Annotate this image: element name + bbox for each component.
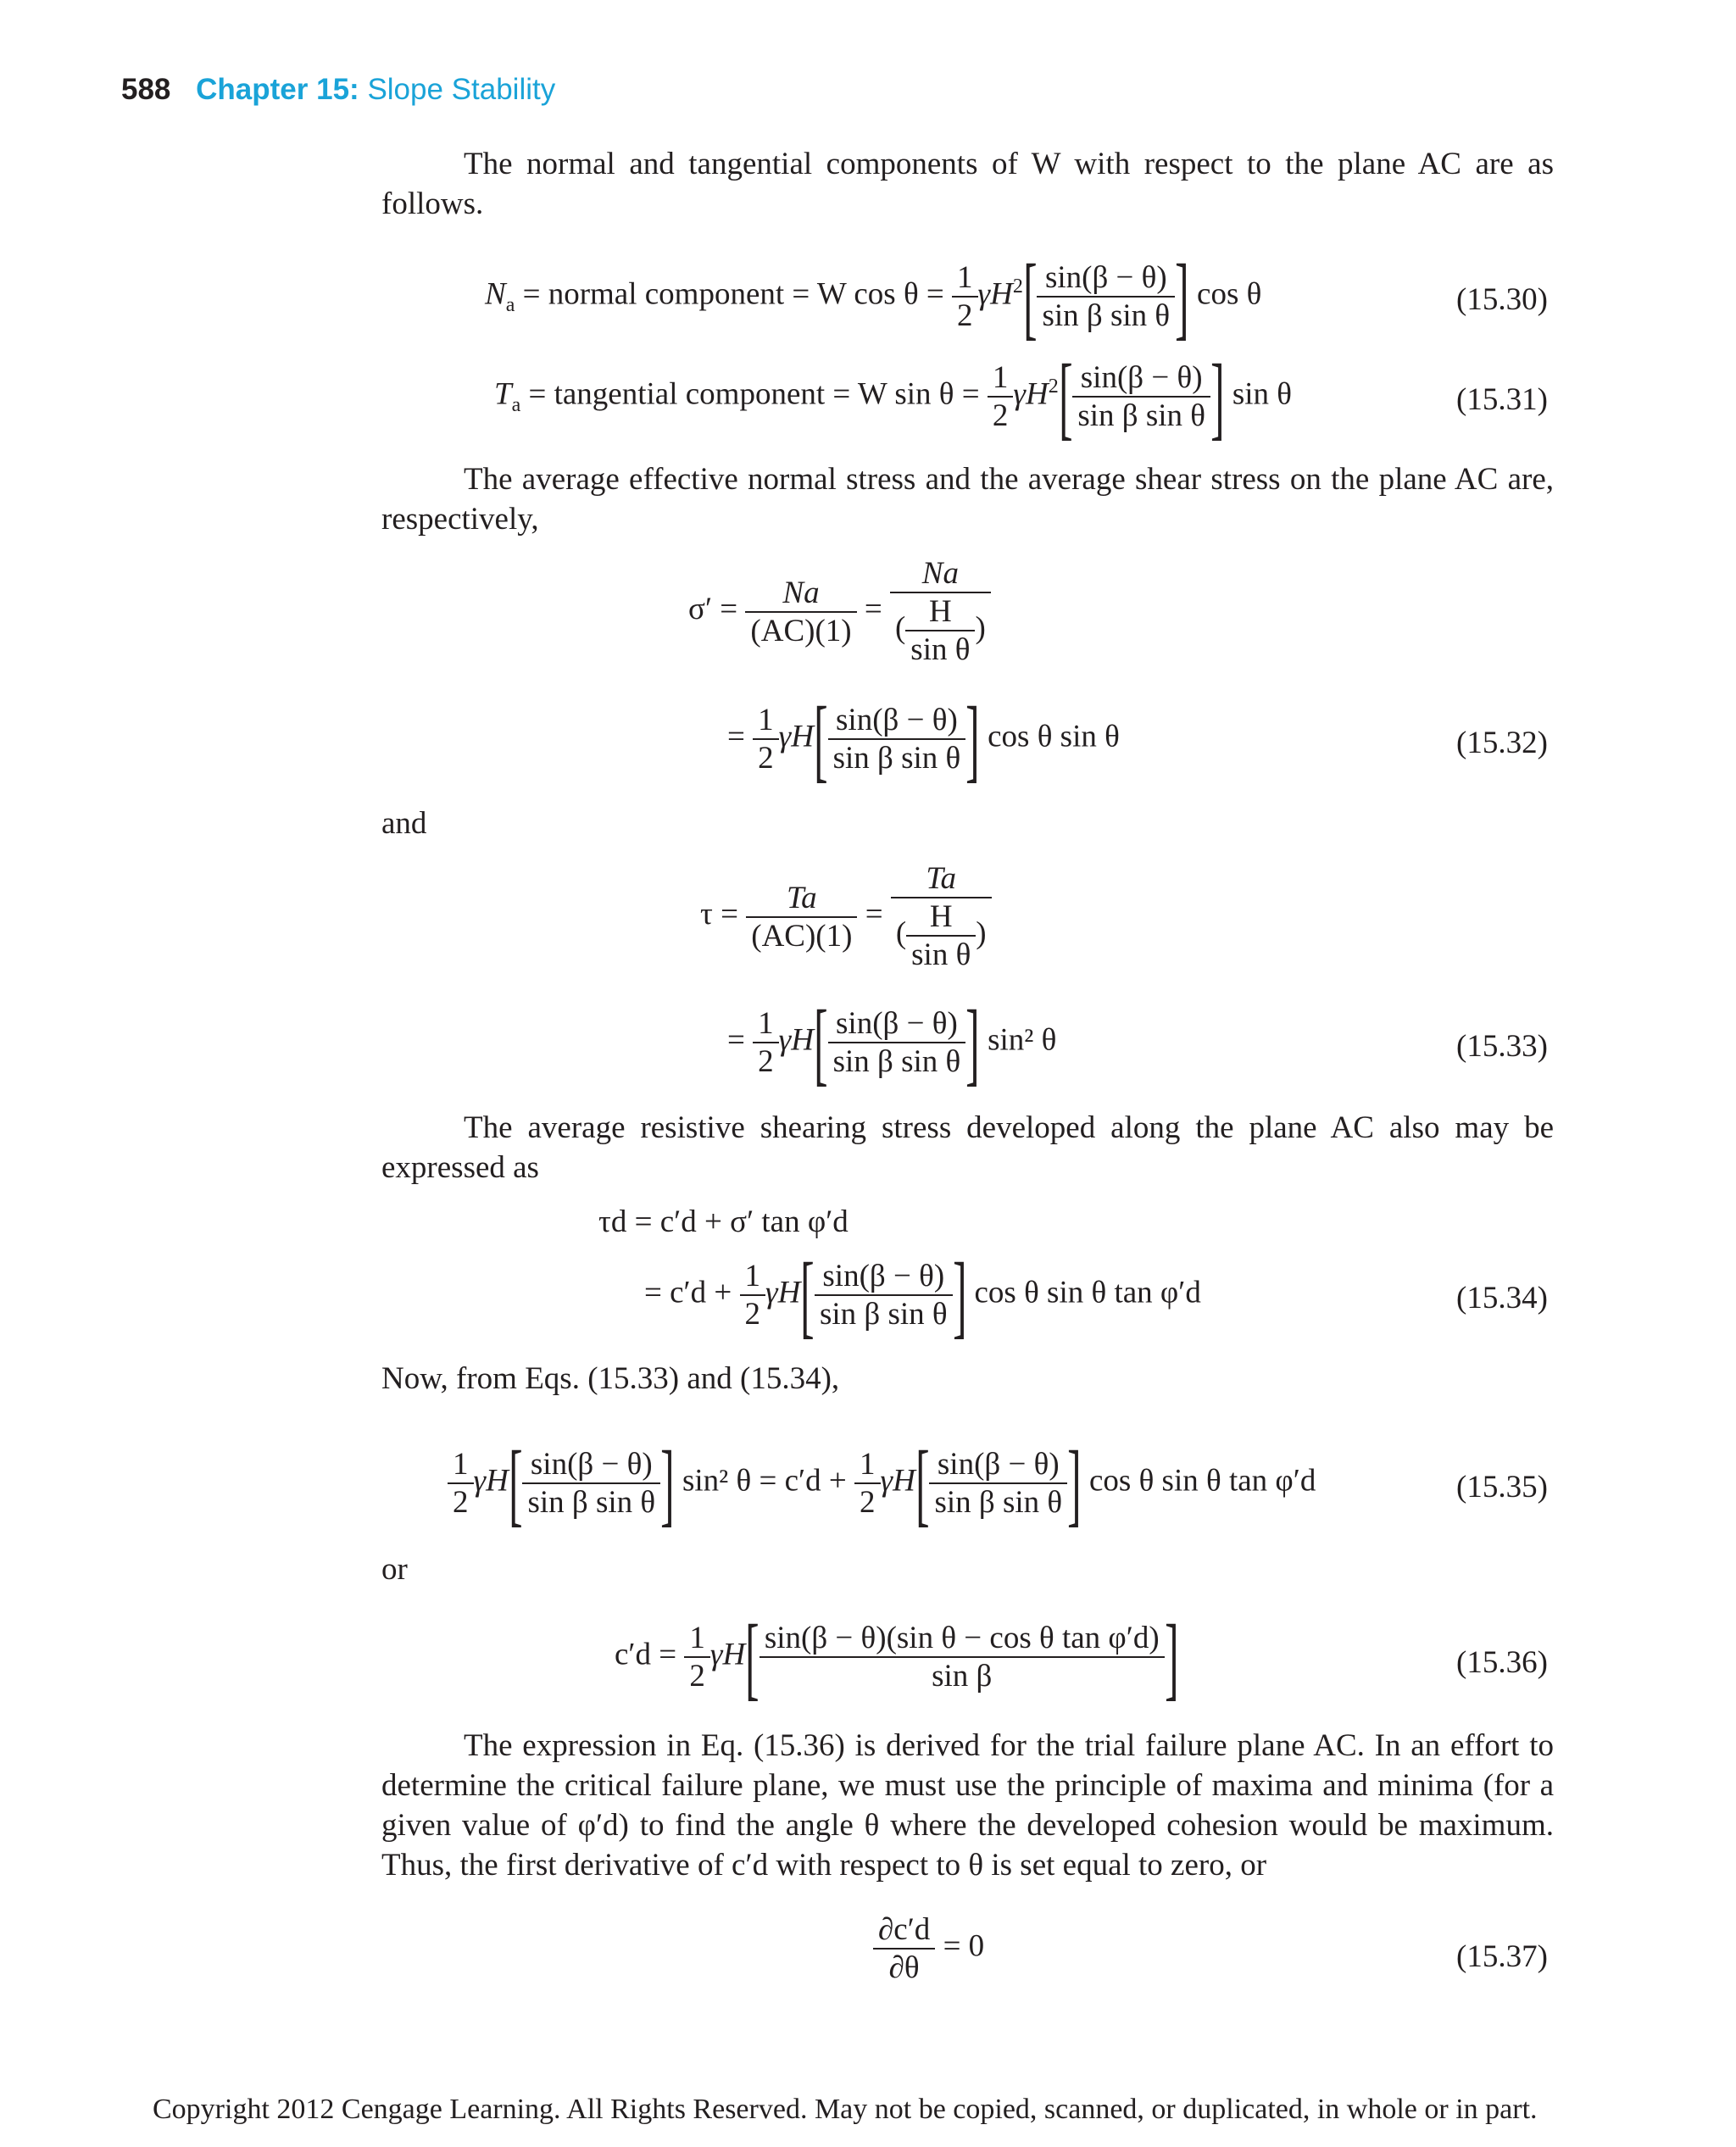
equation-number: (15.35): [1456, 1470, 1548, 1505]
equation-number: (15.30): [1456, 282, 1548, 317]
chapter-title: Slope Stability: [367, 73, 556, 106]
connector-or: or: [381, 1552, 408, 1587]
equation-15-35: $\frac{1}{2}$ γH[ $\frac{\sin(\beta - \theta)}{\text{sin β sin θ}}$ ] sin² θ = c′d + $\frac{1}{2}$ γH[ $\frac{\sin(\beta - \theta)}{\text{sin β sin θ}}$ ] cos θ sin θ tan φ′d: [448, 1441, 1316, 1526]
half-fraction: $\frac{1}{2}$: [988, 359, 1014, 434]
chapter-label: Chapter 15:: [196, 73, 359, 106]
equation-15-34-line-1: τd = c′d + σ′ tan φ′d: [598, 1204, 849, 1239]
now-line: Now, from Eqs. (15.33) and (15.34),: [381, 1361, 840, 1396]
equation-15-34-line-2: = c′d + $\frac{1}{2}$ γH[ $\frac{\sin(\beta - \theta)}{\text{sin β sin θ}}$ ] cos θ sin θ tan φ′d: [644, 1243, 1201, 1347]
paragraph-3: The average resistive shearing stress developed along the plane AC also may be expressed as: [381, 1110, 1554, 1185]
equation-15-31: $T_a$ = tangential component = W sin θ = $\frac{1}{2}$ $\gamma H^2$[ $\frac{\sin(\beta - \theta)}{\text{sin β sin θ}}$ ] sin θ: [494, 345, 1293, 448]
equation-number: (15.32): [1456, 726, 1548, 760]
connector-and: and: [381, 806, 427, 841]
copyright-footer: Copyright 2012 Cengage Learning. All Rights Reserved. May not be copied, scanned, or duplicated, in whole or in part.: [153, 2094, 1538, 2125]
equation-number: (15.33): [1456, 1029, 1548, 1064]
equation-15-32-line-2: = $\frac{1}{2}$ γH[ $\frac{\sin(\beta - \theta)}{\text{sin β sin θ}}$ ] cos θ sin θ: [727, 687, 1120, 791]
equation-15-32-line-1: σ′ = $\frac{Na}{(AC)(1)}$ = Na ( $\frac{H}{\text{sin θ}}$ ): [688, 555, 991, 668]
paragraph-2: The average effective normal stress and the average shear stress on the plane AC are, respectively,: [381, 462, 1554, 537]
paragraph-4: The expression in Eq. (15.36) is derived for the trial failure plane AC. In an effort to determine the critical failure plane, we must use the principle of maxima and minima (for a given value of φ′d) to find the angle θ where the developed cohesion would be maximum. Thus, the first derivative of c′d with respect to θ is set equal to zero, or: [381, 1728, 1554, 1883]
equation-15-33-line-1: τ = $\frac{Ta}{(AC)(1)}$ = Ta ( $\frac{H}{\text{sin θ}}$ ): [700, 860, 992, 973]
half-fraction: $\frac{1}{2}$: [952, 259, 978, 334]
equation-number: (15.31): [1456, 382, 1548, 417]
equation-number: (15.37): [1456, 1939, 1548, 1974]
equation-15-37: $\frac{\partial c'd}{\partial\theta}$ = 0: [873, 1911, 984, 1986]
equation-15-36: c′d = $\frac{1}{2}$ γH[ $\frac{\text{sin(β − θ)(sin θ − cos θ tan φ′d)}}{\text{sin β}}$ ]: [615, 1605, 1179, 1709]
running-header: [121, 73, 555, 107]
equation-number: (15.36): [1456, 1645, 1548, 1680]
equation-15-30: $N_a$ = normal component = W cos θ = $\frac{1}{2}$ $\gamma H^2$[ $\frac{\sin(\beta - \theta)}{\text{sin β sin θ}}$ ] cos θ: [485, 245, 1262, 348]
equation-number: (15.34): [1456, 1281, 1548, 1315]
equation-15-33-line-2: = $\frac{1}{2}$ γH[ $\frac{\sin(\beta - \theta)}{\text{sin β sin θ}}$ ] sin² θ: [727, 991, 1057, 1094]
paragraph-1: The normal and tangential components of W with respect to the plane AC are as follows.: [381, 147, 1554, 221]
page-number: 588: [121, 73, 171, 106]
